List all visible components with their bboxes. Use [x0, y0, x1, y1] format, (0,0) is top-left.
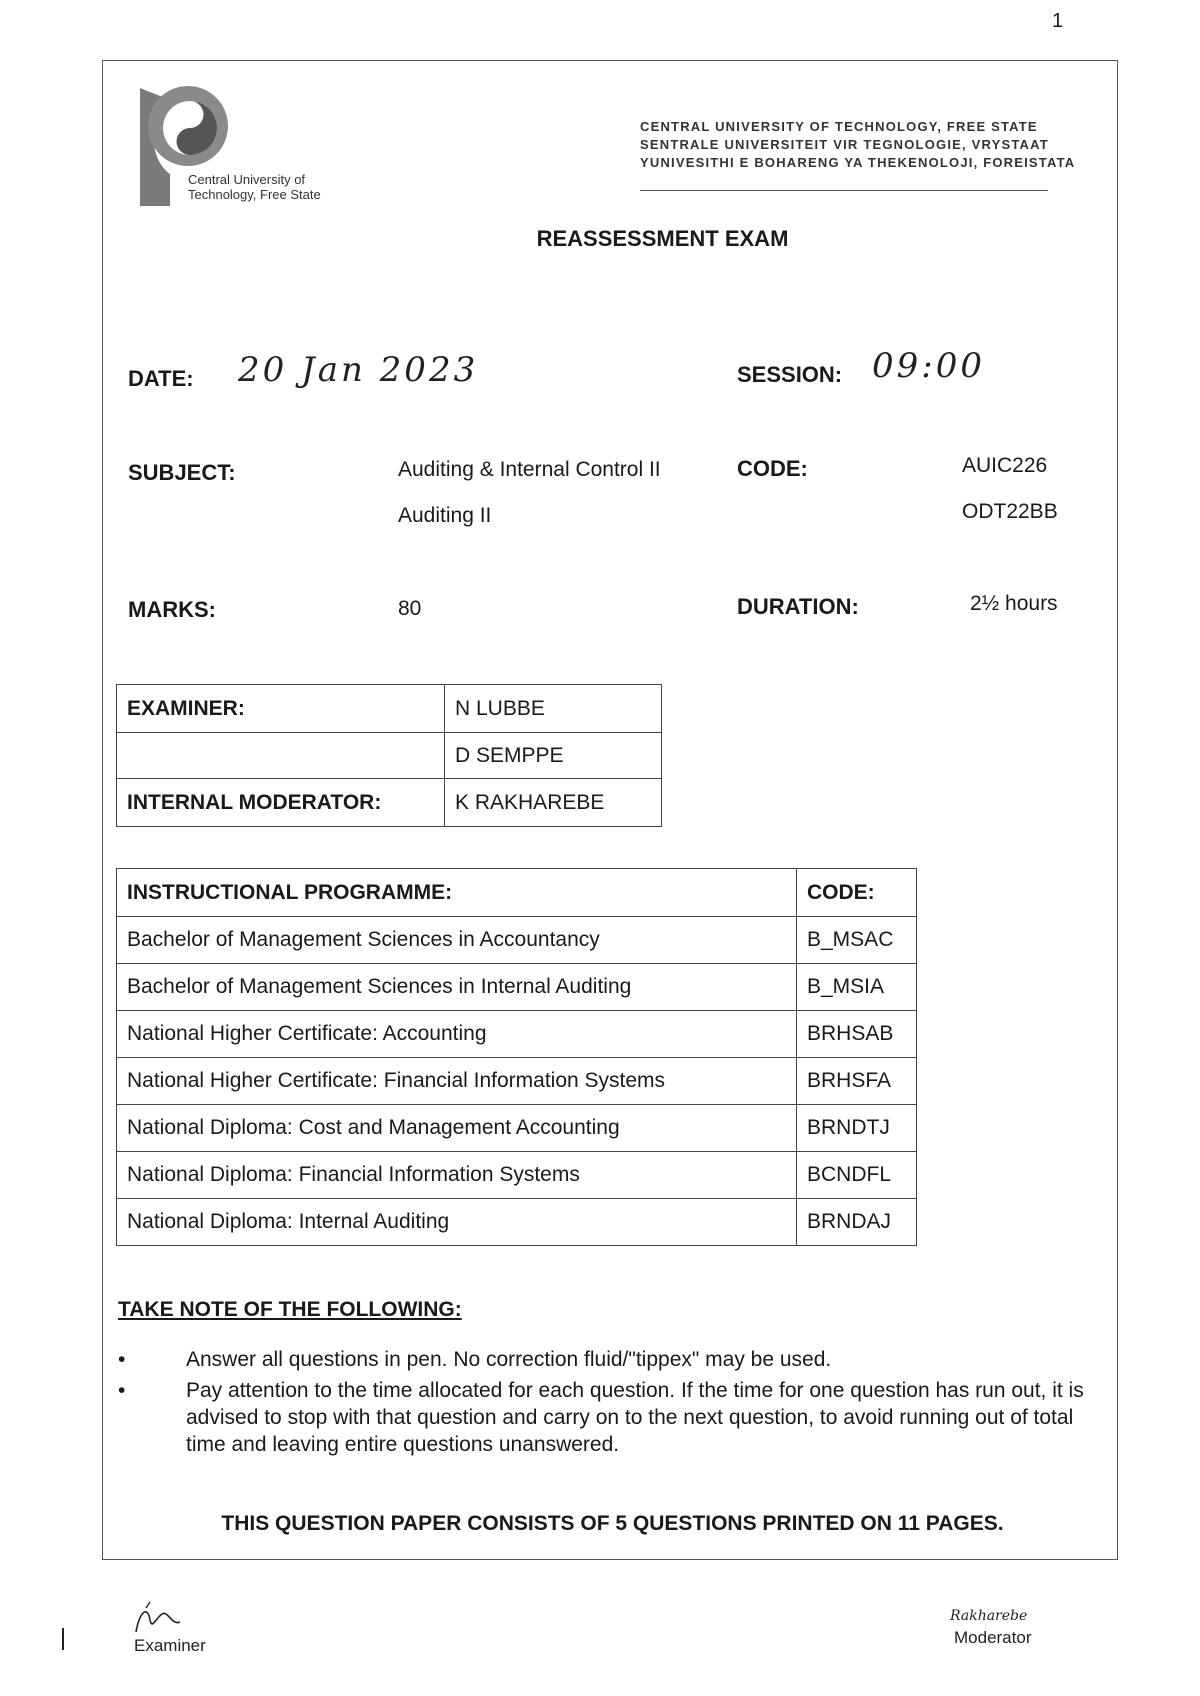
programme-code: B_MSIA	[797, 964, 917, 1011]
code-value-1: AUIC226	[962, 454, 1048, 477]
examiner-row	[117, 685, 662, 733]
programme-header: INSTRUCTIONAL PROGRAMME:	[117, 869, 797, 917]
list-item	[118, 1346, 1113, 1373]
notes-title: TAKE NOTE OF THE FOLLOWING:	[118, 1298, 462, 1321]
exam-title: REASSESSMENT EXAM	[536, 226, 789, 251]
table-row	[117, 1199, 917, 1246]
examiner-role: EXAMINER:	[117, 685, 445, 733]
examiner-row	[117, 733, 662, 779]
duration-value: 2½ hours	[970, 592, 1058, 615]
programme-code: BRHSAB	[797, 1011, 917, 1058]
code-label: CODE:	[737, 456, 808, 481]
moderator-name: K RAKHAREBE	[445, 779, 662, 827]
note-text: Answer all questions in pen. No correction fluid/"tippex" may be used.	[186, 1348, 832, 1371]
notes-list	[118, 1346, 1113, 1462]
moderator-role: INTERNAL MODERATOR:	[117, 779, 445, 827]
examiner-role	[117, 733, 445, 779]
code-value-2: ODT22BB	[962, 500, 1058, 523]
programme-name: National Higher Certificate: Financial Information Systems	[117, 1058, 797, 1105]
bullet-icon: •	[118, 1379, 126, 1402]
date-label: DATE:	[128, 366, 194, 391]
examiner-table	[116, 684, 662, 827]
subject-value-1: Auditing & Internal Control II	[398, 458, 661, 481]
note-text: Pay attention to the time allocated for each question. If the time for one question has run out, it is advised to stop with that question and carry on to the next question, to avoid running out of total time and leaving entire questions unanswered.	[186, 1379, 1084, 1456]
page-count-statement: THIS QUESTION PAPER CONSISTS OF 5 QUESTIONS PRINTED ON 11 PAGES.	[221, 1512, 1004, 1535]
logo-text: Central University of Technology, Free State	[188, 172, 321, 202]
date-value-handwritten: 20 Jan 2023	[238, 350, 479, 390]
programme-code: BRNDAJ	[797, 1199, 917, 1246]
moderator-signature: Rakharebe	[950, 1608, 1028, 1624]
examiner-name: D SEMPPE	[445, 733, 662, 779]
subject-label: SUBJECT:	[128, 460, 236, 485]
table-row	[117, 1152, 917, 1199]
programme-header-row	[117, 869, 917, 917]
subject-value-2: Auditing II	[398, 504, 492, 527]
programme-code-header: CODE:	[797, 869, 917, 917]
programme-name: National Diploma: Cost and Management Accounting	[117, 1105, 797, 1152]
page-number: 1	[1052, 10, 1064, 32]
marks-value: 80	[398, 597, 422, 620]
programme-name: National Diploma: Financial Information Systems	[117, 1152, 797, 1199]
programme-code: BRNDTJ	[797, 1105, 917, 1152]
programme-name: National Diploma: Internal Auditing	[117, 1199, 797, 1246]
duration-label: DURATION:	[737, 594, 859, 619]
examiner-name: N LUBBE	[445, 685, 662, 733]
margin-mark	[62, 1628, 64, 1650]
university-name-english: CENTRAL UNIVERSITY OF TECHNOLOGY, FREE STATE	[640, 119, 1038, 134]
examiner-row	[117, 779, 662, 827]
session-value-handwritten: 09:00	[872, 346, 985, 386]
bullet-icon: •	[118, 1348, 126, 1371]
programme-name: National Higher Certificate: Accounting	[117, 1011, 797, 1058]
university-name-sesotho: YUNIVESITHI E BOHARENG YA THEKENOLOJI, FOREISTATA	[640, 155, 1076, 170]
programme-name: Bachelor of Management Sciences in Internal Auditing	[117, 964, 797, 1011]
list-item	[118, 1377, 1113, 1458]
programme-name: Bachelor of Management Sciences in Accountancy	[117, 917, 797, 964]
table-row	[117, 964, 917, 1011]
programme-code: B_MSAC	[797, 917, 917, 964]
examiner-signature-icon	[128, 1600, 188, 1640]
table-row	[117, 1058, 917, 1105]
session-label: SESSION:	[737, 362, 843, 387]
programme-code: BCNDFL	[797, 1152, 917, 1199]
university-names	[640, 118, 1075, 172]
programme-table	[116, 868, 917, 1246]
examiner-signature-label: Examiner	[134, 1636, 206, 1655]
moderator-signature-label: Moderator	[954, 1628, 1032, 1647]
table-row	[117, 917, 917, 964]
programme-code: BRHSFA	[797, 1058, 917, 1105]
table-row	[117, 1011, 917, 1058]
table-row	[117, 1105, 917, 1152]
header-rule	[640, 190, 1048, 191]
marks-label: MARKS:	[128, 597, 216, 622]
university-name-afrikaans: SENTRALE UNIVERSITEIT VIR TEGNOLOGIE, VRYSTAAT	[640, 137, 1049, 152]
